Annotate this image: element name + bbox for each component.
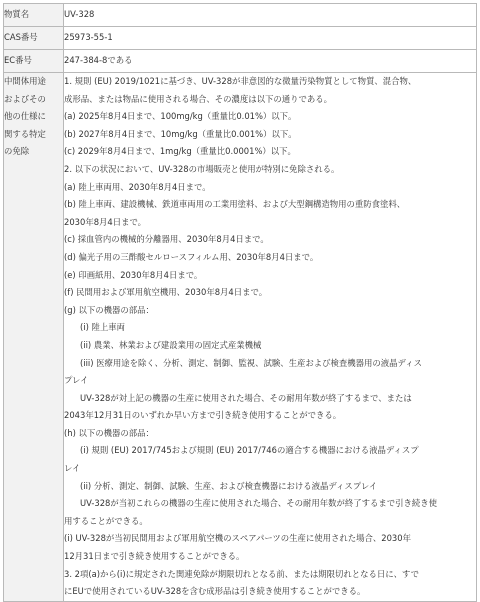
exemption-line: 用することができる。 [64, 515, 148, 526]
exemption-line: (i) 規則 (EU) 2017/745および規則 (EU) 2017/746の適合する機器における液晶ディスプ [80, 445, 419, 456]
exemption-line: 成形品、または物品に使用される場合、その濃度は以下の通りである。 [64, 93, 332, 104]
substance-name-label: 物質名 [4, 4, 64, 27]
exemption-label-line: およびその [4, 93, 46, 104]
exemption-line: 12月31日まで引き続き使用することができる。 [64, 551, 245, 562]
exemption-line: にEUで使用されているUV-328を含む成形品は引き続き使用することができる。 [64, 586, 366, 597]
exemption-line: (e) 印画紙用、2030年8月4日まで。 [64, 269, 203, 280]
exemption-line: 2043年12月31日のいずれか早い方まで引き続き使用することができる。 [64, 410, 342, 421]
table-row [4, 27, 477, 50]
ec-number-label: EC番号 [4, 50, 64, 73]
exemption-line: (b) 陸上車両、建設機械、鉄道車両用の工業用塗料、および大型鋼構造物用の重防食塗料、 [64, 199, 406, 210]
exemption-line: 3. 2項(a)から(i)に規定された関連免除が期限切れとなる前、または期限切れとなる日に、すで [64, 568, 420, 579]
exemption-line: (g) 以下の機器の部品： [64, 304, 154, 315]
exemption-label-line: 関する特定 [4, 128, 46, 139]
exemption-line: UV-328が当初これらの機器の生産に使用された場合、その耐用年数が終了するまで引き続き使 [80, 498, 437, 509]
table-row [4, 4, 477, 27]
exemption-line: 2030年8月4日まで。 [64, 216, 147, 227]
exemption-line: (i) 陸上車両 [80, 322, 126, 333]
exemption-line: プレイ [64, 375, 89, 386]
exemption-label-line: 他の仕様に [4, 111, 46, 122]
exemption-line: (a) 陸上車両用、2030年8月4日まで。 [64, 181, 211, 192]
cas-number-label: CAS番号 [4, 27, 64, 50]
exemption-line: (h) 以下の機器の部品： [64, 427, 154, 438]
exemption-line: (ii) 分析、測定、制御、試験、生産、および検査機器における液晶ディスプレイ [80, 480, 378, 491]
exemption-line: レイ [64, 463, 81, 474]
exemption-line: 1. 規則 (EU) 2019/1021に基づき、UV-328が非意図的な微量汚染物質として物質、混合物、 [64, 76, 417, 86]
exemption-line: (c) 採血管内の機械的分離器用、2030年8月4日まで。 [64, 234, 269, 245]
exemption-line: UV-328が対上記の機器の生産に使用された場合、その耐用年数が終了するまで、または [80, 392, 412, 403]
exemption-line: (b) 2027年8月4日まで、10mg/kg（重量比0.001%）以下。 [64, 128, 297, 139]
table-row [4, 73, 477, 602]
exemption-label [4, 73, 64, 602]
ec-number-value: 247-384-8である [64, 50, 477, 73]
exemption-text [64, 73, 477, 602]
exemption-label-line: 中間体用途 [4, 76, 46, 86]
exemption-line: (iii) 医療用途を除く、分析、測定、制御、監視、試験、生産および検査機器用の液晶ディス [80, 357, 422, 368]
exemption-label-line: の免除 [4, 146, 30, 157]
exemption-line: (d) 偏光子用の三酢酸セルロースフィルム用、2030年8月4日まで。 [64, 251, 319, 262]
exemption-line: (f) 民間用および軍用航空機用、2030年8月4日まで。 [64, 287, 268, 298]
exemption-line: (c) 2029年8月4日まで、1mg/kg（重量比0.0001%）以下。 [64, 146, 296, 157]
substance-info-table [3, 3, 477, 602]
exemption-line: (a) 2025年8月4日まで、100mg/kg（重量比0.01%）以下。 [64, 111, 297, 122]
table-row [4, 50, 477, 73]
exemption-line: 2. 以下の状況において、UV-328の市場販売と使用が特別に免除される。 [64, 163, 340, 174]
exemption-line: (i) UV-328が当初民間用および軍用航空機のスペアパーツの生産に使用された場合、2030年 [64, 533, 411, 544]
cas-number-value: 25973-55-1 [64, 27, 477, 50]
exemption-line: (ii) 農業、林業および建設業用の固定式産業機械 [80, 339, 262, 350]
substance-name-value: UV-328 [64, 4, 477, 27]
